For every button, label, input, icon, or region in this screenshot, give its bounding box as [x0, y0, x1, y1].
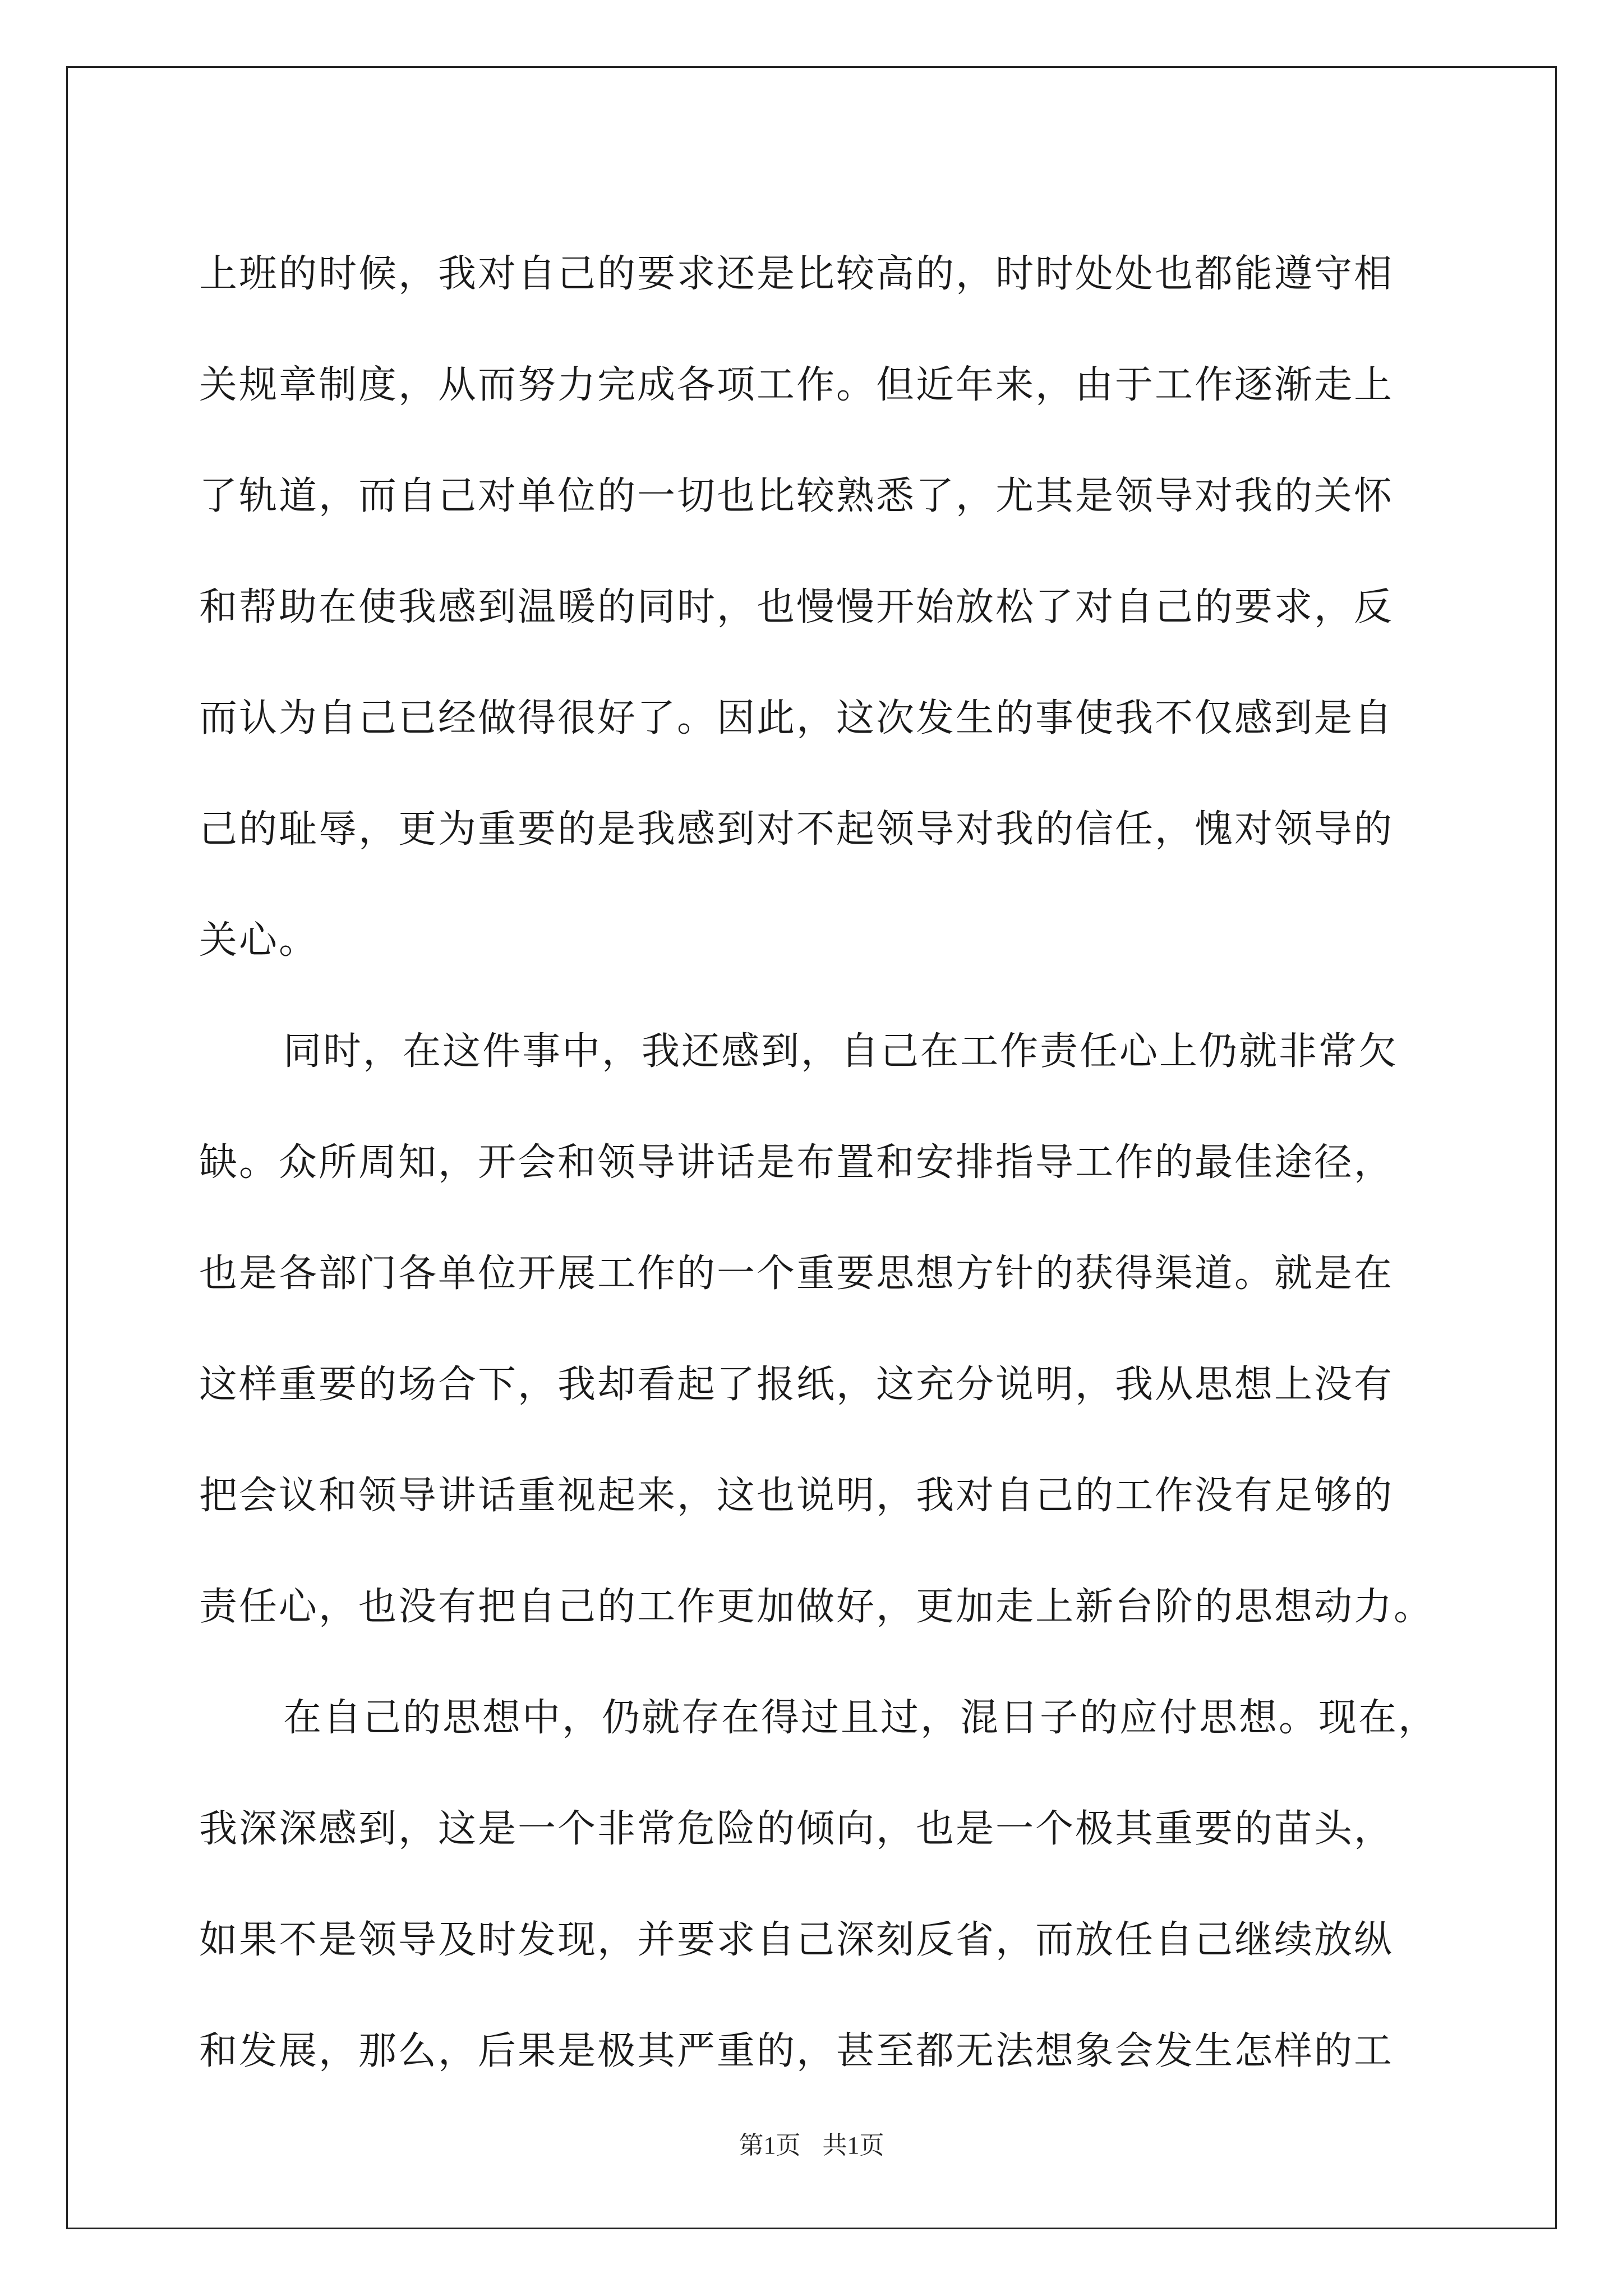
- text-line: 如果不是领导及时发现，并要求自己深刻反省，而放任自己继续放纵: [199, 1918, 1394, 1962]
- text-line: 了轨道，而自己对单位的一切也比较熟悉了，尤其是领导对我的关怀: [199, 474, 1394, 518]
- text-line: 关规章制度，从而努力完成各项工作。但近年来，由于工作逐渐走上: [199, 363, 1394, 407]
- text-line: 责任心，也没有把自己的工作更加做好，更加走上新台阶的思想动力。: [199, 1585, 1434, 1629]
- paragraph-2: [199, 996, 1433, 1663]
- text-line: 己的耻辱，更为重要的是我感到对不起领导对我的信任，愧对领导的: [199, 807, 1394, 852]
- text-line: 和发展，那么，后果是极其严重的，甚至都无法想象会发生怎样的工: [199, 2029, 1394, 2073]
- text-line: 在自己的思想中，仍就存在得过且过，混日子的应付思想。现在，: [283, 1696, 1438, 1740]
- text-line: 也是各部门各单位开展工作的一个重要思想方针的获得渠道。就是在: [199, 1251, 1394, 1296]
- text-line: 和帮助在使我感到温暖的同时，也慢慢开始放松了对自己的要求，反: [199, 585, 1394, 629]
- text-line: 关心。: [199, 918, 319, 963]
- text-line: 缺。众所周知，开会和领导讲话是布置和安排指导工作的最佳途径，: [199, 1140, 1394, 1185]
- document-body: [199, 219, 1438, 2107]
- text-line: 而认为自己已经做得很好了。因此，这次发生的事使我不仅感到是自: [199, 696, 1394, 740]
- text-line: 上班的时候，我对自己的要求还是比较高的，时时处处也都能遵守相: [199, 252, 1394, 296]
- page-total: 共1页: [822, 2132, 884, 2159]
- paragraph-3: [199, 1663, 1438, 2107]
- text-line: 我深深感到，这是一个非常危险的倾向，也是一个极其重要的苗头，: [199, 1807, 1394, 1851]
- page-footer: [0, 2125, 1623, 2161]
- text-line: 同时，在这件事中，我还感到，自己在工作责任心上仍就非常欠: [283, 1029, 1399, 1074]
- text-line: 把会议和领导讲话重视起来，这也说明，我对自己的工作没有足够的: [199, 1474, 1394, 1518]
- text-line: 这样重要的场合下，我却看起了报纸，这充分说明，我从思想上没有: [199, 1363, 1394, 1407]
- paragraph-1: [199, 219, 1433, 996]
- page-number: 第1页: [739, 2132, 801, 2159]
